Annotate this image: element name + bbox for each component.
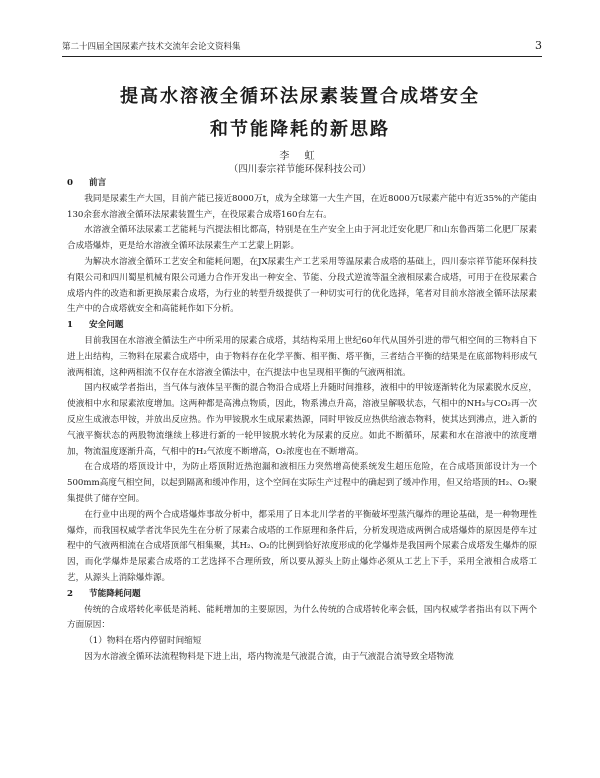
paragraph: 因为水溶液全循环法流程物料是下进上出，塔内物流是气液混合流，由于气液混合流导致全塔物流 — [84, 651, 454, 662]
paragraph: 在合成塔的塔顶设计中，为防止塔顶附近热泡漏和液相压力突然增高使系统发生超压危险，在合成塔顶部设计为一个500mm高度气相空间，以起到隔离和缓冲作用，这个空间在实际生产过程中的确起到了缓冲作用，但又给塔顶的H₂、O₂聚集提供了储存空间。 — [67, 462, 537, 504]
paragraph: 国内权威学者指出，当气体与液体呈平衡的混合物沿合成塔上升随时间推移，液相中的甲铵逐渐转化为尿素脱水反应，使液相中水和尿素浓度增加。这两种都是高沸点物质，因此，物系沸点升高，溶液呈解吸状态，气相中的NH₃与CO₂再一次反应生成液态甲铵，并放出反应热。作为甲铵脱水生成尿素热源，同时甲铵反应热供给液态物料，使其达到沸点，进入新的气液平衡状态的两股物流继续上移进行新的一轮甲铵脱水转化为尿素的反应。如此不断循环，尿素和水在溶液中的浓度增加，物流温度逐渐升高，气相中的H₂气浓度不断增高，O₂浓度也在不断增高。 — [67, 383, 537, 457]
section-heading — [67, 176, 537, 192]
section-title: 安全问题 — [89, 320, 124, 331]
page-number: 3 — [535, 39, 542, 52]
body-text — [67, 176, 537, 666]
paper-title-line-2: 和节能降耗的新思路 — [210, 119, 390, 140]
paragraph: 目前我国在水溶液全循法生产中所采用的尿素合成塔，其结构采用上世纪60年代从国外引进的带气相空间的三物料自下进上出结构，三物料在尿素合成塔中，由于物料存在化学平衡、相平衡、塔平衡，三者结合平衡的结果是在底部物料形成气液两相流，这种两相流不仅存在水溶液全循法中，在汽提法中也呈现相平衡的气液两相流。 — [67, 335, 537, 378]
section-title: 节能降耗问题 — [89, 588, 141, 599]
affiliation: （四川泰宗祥节能环保科技公司） — [228, 164, 372, 175]
paragraph: 我同是尿素生产大国，目前产能已接近8000万t，成为全球第一大生产国，在近8000万t尿素产能中有近35%的产能由130余套水溶液全循环法尿素装置生产，在役尿素合成塔160台左右。 — [67, 193, 537, 220]
section-heading — [67, 587, 537, 603]
paper-title-line-1: 提高水溶液全循环法尿素装置合成塔安全 — [120, 86, 480, 107]
section-heading — [67, 318, 537, 334]
paragraph: 传统的合成塔转化率低是消耗、能耗增加的主要原因，为什么传统的合成塔转化率会低，国内权威学者指出有以下两个方面原因： — [67, 604, 537, 631]
section-number: 1 — [67, 320, 73, 331]
section-number: 2 — [67, 588, 73, 599]
paragraph: 水溶液全循环法尿素工艺能耗与汽提法相比都高，特别是在生产安全上由于河北迁安化肥厂和山东鲁西第二化肥厂尿素合成塔爆炸，更是给水溶液全循环法尿素生产工艺蒙上阴影。 — [67, 225, 537, 252]
section-number: 0 — [67, 178, 73, 188]
subheading: （1）物料在塔内停留时间缩短 — [84, 636, 202, 647]
running-title: 第二十四届全国尿素产技术交流年会论文资料集 — [62, 42, 241, 52]
running-header — [62, 40, 542, 57]
section-title: 前言 — [89, 178, 107, 188]
paragraph: 为解决水溶液全循环工艺安全和能耗问题，在JX尿素生产工艺采用等温尿素合成塔的基础上，四川泰宗祥节能环保科技有限公司和四川蜀星机械有限公司通力合作开发出一种安全、节能、分段式逆流等温全液相尿素合成塔，可用于在役尿素合成塔内件的改造和新更换尿素合成塔，为行业的转型升级提供了一种切实可行的优化选择，笔者对目前水溶液全循环法尿素生产中的合成塔就安全和高能耗作如下分析。 — [67, 256, 537, 315]
author: 李 虹 — [279, 151, 321, 162]
paragraph: 在行业中出现的两个合成塔爆炸事故分析中，都采用了日本北川学者的平衡破坏型蒸汽爆炸的理论基础，是一种物理性爆炸，而我国权威学者沈华民先生在分析了尿素合成塔的工作原理和条件后，分析发现造成两例合成塔爆炸的原因是停车过程中的气液两相流在合成塔顶部气相集聚，其H₂、O₂的比例到恰好浓度形成的化学爆炸是我国两个尿素合成塔发生爆炸的原因，而化学爆炸是尿素合成塔的工艺选择不合理所致，所以要从源头上防止爆炸必须从工艺上下手，采用全液相合成塔工艺，从源头上消除爆炸源。 — [67, 509, 537, 583]
